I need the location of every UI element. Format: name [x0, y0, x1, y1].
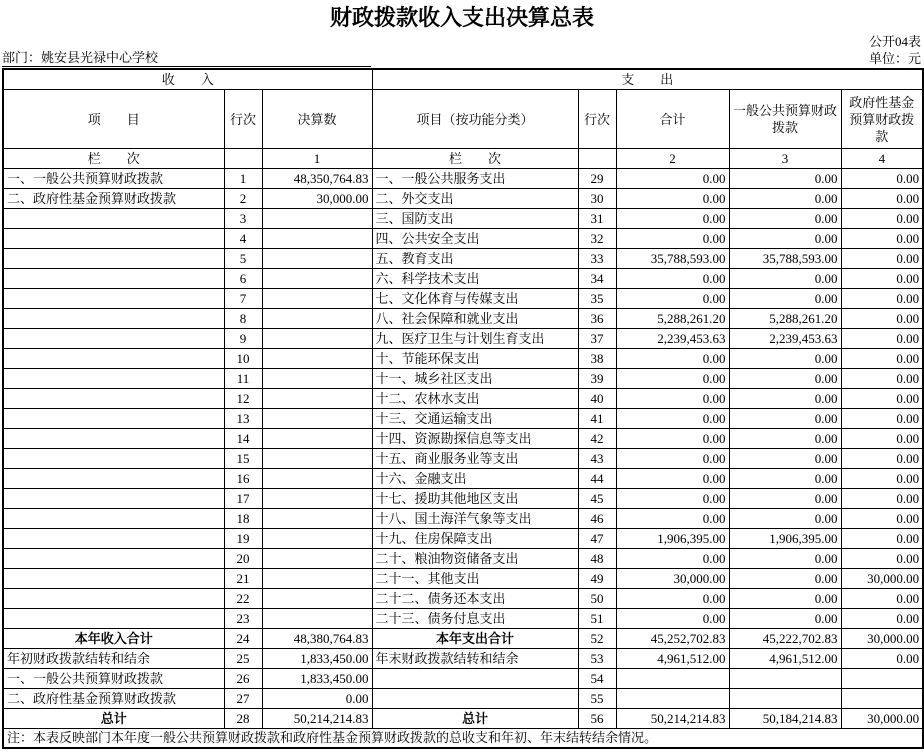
expense-gov-fund-cell: 0.00 [841, 609, 923, 629]
income-amount-cell: 30,000.00 [262, 189, 372, 209]
income-row-number-cell: 23 [224, 609, 262, 629]
expense-item-cell: 九、医疗卫生与计划生育支出 [372, 329, 578, 349]
table-code: 公开04表 [868, 34, 921, 49]
income-row-number-cell: 18 [224, 509, 262, 529]
expense-item-cell: 五、教育支出 [372, 249, 578, 269]
income-amount-cell [262, 609, 372, 629]
income-row-number-cell: 11 [224, 369, 262, 389]
income-row-number-cell: 12 [224, 389, 262, 409]
expense-row-number-cell: 44 [578, 469, 616, 489]
expense-gov-fund-cell: 0.00 [841, 249, 923, 269]
col-header-income-item: 项 目 [3, 90, 224, 149]
income-row-number-cell: 22 [224, 589, 262, 609]
table-row [3, 309, 923, 329]
table-row [3, 369, 923, 389]
expense-general-budget-cell: 0.00 [729, 269, 841, 289]
expense-gov-fund-cell: 0.00 [841, 409, 923, 429]
expense-gov-fund-cell: 0.00 [841, 589, 923, 609]
income-amount-cell [262, 349, 372, 369]
expense-row-number-cell: 31 [578, 209, 616, 229]
expense-gov-fund-cell: 0.00 [841, 269, 923, 289]
income-amount-cell [262, 509, 372, 529]
expense-general-budget-cell: 45,222,702.83 [729, 629, 841, 649]
income-row-number-cell: 7 [224, 289, 262, 309]
col-header-expense-item: 项目（按功能分类） [372, 90, 578, 149]
income-group-header: 收 入 [3, 69, 372, 90]
expense-gov-fund-cell: 0.00 [841, 309, 923, 329]
expense-general-budget-cell: 0.00 [729, 349, 841, 369]
income-row-number-cell: 17 [224, 489, 262, 509]
expense-gov-fund-cell: 30,000.00 [841, 569, 923, 589]
column-header-row [3, 90, 923, 149]
income-item-cell [3, 569, 224, 589]
income-item-cell: 二、政府性基金预算财政拨款 [3, 189, 224, 209]
expense-row-number-cell: 42 [578, 429, 616, 449]
income-item-cell [3, 469, 224, 489]
expense-item-cell [372, 669, 578, 689]
expense-gov-fund-cell: 0.00 [841, 649, 923, 669]
expense-general-budget-cell: 0.00 [729, 569, 841, 589]
income-item-cell [3, 349, 224, 369]
expense-general-budget-cell: 0.00 [729, 169, 841, 189]
expense-item-cell: 十、节能环保支出 [372, 349, 578, 369]
expense-row-number-cell: 34 [578, 269, 616, 289]
expense-gov-fund-cell: 0.00 [841, 469, 923, 489]
table-row [3, 389, 923, 409]
summary-row [3, 669, 923, 689]
col-header-general-budget: 一般公共预算财政拨款 [729, 90, 841, 149]
table-row [3, 549, 923, 569]
income-item-cell [3, 249, 224, 269]
income-amount-cell [262, 469, 372, 489]
expense-total-cell: 0.00 [616, 449, 729, 469]
income-item-cell [3, 609, 224, 629]
expense-item-cell: 十二、农林水支出 [372, 389, 578, 409]
table-row [3, 249, 923, 269]
expense-general-budget-cell: 0.00 [729, 189, 841, 209]
expense-general-budget-cell: 0.00 [729, 589, 841, 609]
expense-total-cell: 0.00 [616, 229, 729, 249]
income-row-number-cell: 25 [224, 649, 262, 669]
income-amount-cell [262, 549, 372, 569]
income-item-cell: 一、一般公共预算财政拨款 [3, 169, 224, 189]
income-item-cell [3, 409, 224, 429]
expense-general-budget-cell: 0.00 [729, 469, 841, 489]
income-amount-cell [262, 329, 372, 349]
income-amount-cell: 1,833,450.00 [262, 669, 372, 689]
expense-item-cell: 八、社会保障和就业支出 [372, 309, 578, 329]
income-row-number-cell: 19 [224, 529, 262, 549]
income-row-number-cell: 4 [224, 229, 262, 249]
expense-item-cell: 一、一般公共服务支出 [372, 169, 578, 189]
expense-item-cell: 十九、住房保障支出 [372, 529, 578, 549]
expense-total-cell: 0.00 [616, 589, 729, 609]
expense-row-number-cell: 38 [578, 349, 616, 369]
expense-gov-fund-cell: 0.00 [841, 229, 923, 249]
income-item-cell [3, 429, 224, 449]
expense-row-number-cell: 47 [578, 529, 616, 549]
income-row-number-cell: 13 [224, 409, 262, 429]
income-row-number-cell: 10 [224, 349, 262, 369]
table-row [3, 429, 923, 449]
table-row [3, 509, 923, 529]
col-index-blank-left [224, 149, 262, 169]
table-row [3, 529, 923, 549]
col-header-row-no-right: 行次 [578, 90, 616, 149]
summary-row [3, 709, 923, 729]
income-row-number-cell: 28 [224, 709, 262, 729]
expense-row-number-cell: 54 [578, 669, 616, 689]
income-item-cell [3, 589, 224, 609]
expense-total-cell: 0.00 [616, 609, 729, 629]
col-header-final-amount: 决算数 [262, 90, 372, 149]
expense-row-number-cell: 50 [578, 589, 616, 609]
table-row [3, 589, 923, 609]
income-amount-cell [262, 369, 372, 389]
expense-item-cell: 年末财政拨款结转和结余 [372, 649, 578, 669]
table-row [3, 229, 923, 249]
income-item-cell: 总计 [3, 709, 224, 729]
expense-gov-fund-cell: 0.00 [841, 429, 923, 449]
expense-row-number-cell: 56 [578, 709, 616, 729]
expense-total-cell: 4,961,512.00 [616, 649, 729, 669]
expense-row-number-cell: 39 [578, 369, 616, 389]
expense-row-number-cell: 36 [578, 309, 616, 329]
expense-total-cell: 1,906,395.00 [616, 529, 729, 549]
expense-general-budget-cell: 0.00 [729, 209, 841, 229]
income-item-cell [3, 369, 224, 389]
expense-total-cell: 0.00 [616, 209, 729, 229]
expense-total-cell: 0.00 [616, 549, 729, 569]
expense-total-cell [616, 689, 729, 709]
expense-gov-fund-cell: 0.00 [841, 329, 923, 349]
expense-total-cell: 0.00 [616, 349, 729, 369]
table-row [3, 469, 923, 489]
expense-item-cell: 十三、交通运输支出 [372, 409, 578, 429]
income-item-cell [3, 509, 224, 529]
income-amount-cell [262, 449, 372, 469]
expense-item-cell: 二十三、债务付息支出 [372, 609, 578, 629]
income-row-number-cell: 9 [224, 329, 262, 349]
expense-gov-fund-cell: 30,000.00 [841, 709, 923, 729]
expense-general-budget-cell: 0.00 [729, 509, 841, 529]
expense-general-budget-cell: 0.00 [729, 549, 841, 569]
expense-row-number-cell: 49 [578, 569, 616, 589]
income-amount-cell [262, 569, 372, 589]
expense-total-cell: 0.00 [616, 509, 729, 529]
expense-total-cell: 35,788,593.00 [616, 249, 729, 269]
expense-general-budget-cell: 0.00 [729, 389, 841, 409]
col-index-1: 1 [262, 149, 372, 169]
col-header-total: 合计 [616, 90, 729, 149]
table-note: 注：本表反映部门本年度一般公共预算财政拨款和政府性基金预算财政拨款的总收支和年初、年末结转结余情况。 [3, 729, 923, 749]
column-index-row [3, 149, 923, 169]
income-item-cell [3, 229, 224, 249]
expense-general-budget-cell: 0.00 [729, 429, 841, 449]
income-row-number-cell: 5 [224, 249, 262, 269]
department-label: 部门：姚安县光禄中心学校 [2, 49, 371, 67]
income-amount-cell [262, 209, 372, 229]
expense-row-number-cell: 48 [578, 549, 616, 569]
expense-item-cell: 三、国防支出 [372, 209, 578, 229]
expense-total-cell: 0.00 [616, 389, 729, 409]
expense-general-budget-cell: 0.00 [729, 289, 841, 309]
expense-total-cell: 0.00 [616, 469, 729, 489]
expense-row-number-cell: 46 [578, 509, 616, 529]
expense-item-cell: 本年支出合计 [372, 629, 578, 649]
expense-item-cell: 七、文化体育与传媒支出 [372, 289, 578, 309]
expense-row-number-cell: 55 [578, 689, 616, 709]
expense-gov-fund-cell [841, 689, 923, 709]
expense-row-number-cell: 30 [578, 189, 616, 209]
expense-total-cell: 5,288,261.20 [616, 309, 729, 329]
expense-general-budget-cell: 0.00 [729, 609, 841, 629]
income-amount-cell: 48,380,764.83 [262, 629, 372, 649]
expense-item-cell: 十四、资源勘探信息等支出 [372, 429, 578, 449]
expense-general-budget-cell [729, 669, 841, 689]
expense-item-cell: 十八、国土海洋气象等支出 [372, 509, 578, 529]
summary-row [3, 689, 923, 709]
page [0, 4, 924, 756]
income-amount-cell [262, 489, 372, 509]
meta-row [0, 49, 924, 67]
expense-item-cell: 二十一、其他支出 [372, 569, 578, 589]
table-row [3, 169, 923, 189]
expense-item-cell: 十七、援助其他地区支出 [372, 489, 578, 509]
expense-total-cell: 0.00 [616, 169, 729, 189]
income-item-cell [3, 209, 224, 229]
income-item-cell: 一、一般公共预算财政拨款 [3, 669, 224, 689]
table-row [3, 349, 923, 369]
expense-general-budget-cell [729, 689, 841, 709]
income-item-cell [3, 489, 224, 509]
expense-general-budget-cell: 0.00 [729, 489, 841, 509]
col-index-blank-right [578, 149, 616, 169]
summary-row [3, 649, 923, 669]
expense-general-budget-cell: 0.00 [729, 449, 841, 469]
expense-total-cell: 0.00 [616, 489, 729, 509]
expense-item-cell: 十五、商业服务业等支出 [372, 449, 578, 469]
expense-total-cell: 0.00 [616, 429, 729, 449]
expense-general-budget-cell: 1,906,395.00 [729, 529, 841, 549]
income-row-number-cell: 6 [224, 269, 262, 289]
expense-item-cell: 十一、城乡社区支出 [372, 369, 578, 389]
expense-item-cell [372, 689, 578, 709]
table-row [3, 409, 923, 429]
income-row-number-cell: 1 [224, 169, 262, 189]
income-amount-cell [262, 409, 372, 429]
table-row [3, 289, 923, 309]
income-amount-cell [262, 389, 372, 409]
income-amount-cell: 50,214,214.83 [262, 709, 372, 729]
expense-general-budget-cell: 2,239,453.63 [729, 329, 841, 349]
expense-gov-fund-cell: 0.00 [841, 289, 923, 309]
expense-row-number-cell: 51 [578, 609, 616, 629]
expense-total-cell: 50,214,214.83 [616, 709, 729, 729]
expense-row-number-cell: 52 [578, 629, 616, 649]
table-row [3, 489, 923, 509]
expense-total-cell: 0.00 [616, 289, 729, 309]
expense-item-cell: 六、科学技术支出 [372, 269, 578, 289]
income-item-cell: 年初财政拨款结转和结余 [3, 649, 224, 669]
income-amount-cell [262, 589, 372, 609]
table-row [3, 269, 923, 289]
summary-row [3, 629, 923, 649]
expense-group-header: 支 出 [372, 69, 923, 90]
expense-total-cell: 2,239,453.63 [616, 329, 729, 349]
expense-gov-fund-cell: 0.00 [841, 489, 923, 509]
income-row-number-cell: 26 [224, 669, 262, 689]
col-index-3: 3 [729, 149, 841, 169]
expense-gov-fund-cell: 0.00 [841, 509, 923, 529]
table-row [3, 189, 923, 209]
income-item-cell: 二、政府性基金预算财政拨款 [3, 689, 224, 709]
expense-gov-fund-cell [841, 669, 923, 689]
expense-gov-fund-cell: 0.00 [841, 349, 923, 369]
unit-label: 单位：元 [868, 51, 921, 66]
income-amount-cell: 1,833,450.00 [262, 649, 372, 669]
income-amount-cell [262, 309, 372, 329]
group-header-row [3, 69, 923, 90]
expense-row-number-cell: 29 [578, 169, 616, 189]
expense-row-number-cell: 32 [578, 229, 616, 249]
income-amount-cell [262, 249, 372, 269]
table-row [3, 609, 923, 629]
income-row-number-cell: 21 [224, 569, 262, 589]
expense-row-number-cell: 40 [578, 389, 616, 409]
expense-total-cell [616, 669, 729, 689]
expense-total-cell: 0.00 [616, 189, 729, 209]
expense-gov-fund-cell: 30,000.00 [841, 629, 923, 649]
col-index-4: 4 [841, 149, 923, 169]
expense-row-number-cell: 33 [578, 249, 616, 269]
income-row-number-cell: 15 [224, 449, 262, 469]
expense-item-cell: 四、公共安全支出 [372, 229, 578, 249]
expense-gov-fund-cell: 0.00 [841, 449, 923, 469]
income-row-number-cell: 8 [224, 309, 262, 329]
income-amount-cell: 48,350,764.83 [262, 169, 372, 189]
expense-row-number-cell: 43 [578, 449, 616, 469]
income-item-cell [3, 309, 224, 329]
table-row [3, 329, 923, 349]
income-amount-cell [262, 229, 372, 249]
income-row-number-cell: 2 [224, 189, 262, 209]
expense-general-budget-cell: 4,961,512.00 [729, 649, 841, 669]
expense-gov-fund-cell: 0.00 [841, 189, 923, 209]
income-item-cell [3, 549, 224, 569]
expense-total-cell: 45,252,702.83 [616, 629, 729, 649]
income-amount-cell: 0.00 [262, 689, 372, 709]
income-amount-cell [262, 429, 372, 449]
expense-item-cell: 二十、粮油物资储备支出 [372, 549, 578, 569]
expense-row-number-cell: 53 [578, 649, 616, 669]
expense-row-number-cell: 35 [578, 289, 616, 309]
income-row-number-cell: 27 [224, 689, 262, 709]
income-row-number-cell: 20 [224, 549, 262, 569]
col-index-label-left: 栏 次 [3, 149, 224, 169]
expense-gov-fund-cell: 0.00 [841, 369, 923, 389]
col-header-row-no-left: 行次 [224, 90, 262, 149]
expense-total-cell: 0.00 [616, 409, 729, 429]
expense-total-cell: 0.00 [616, 369, 729, 389]
income-item-cell [3, 389, 224, 409]
income-item-cell [3, 289, 224, 309]
expense-gov-fund-cell: 0.00 [841, 389, 923, 409]
expense-general-budget-cell: 0.00 [729, 369, 841, 389]
income-row-number-cell: 3 [224, 209, 262, 229]
fiscal-appropriation-table [2, 68, 924, 749]
income-item-cell: 本年收入合计 [3, 629, 224, 649]
expense-total-cell: 30,000.00 [616, 569, 729, 589]
income-amount-cell [262, 289, 372, 309]
table-row [3, 569, 923, 589]
table-row [3, 449, 923, 469]
income-row-number-cell: 24 [224, 629, 262, 649]
col-index-label-right: 栏 次 [372, 149, 578, 169]
col-index-2: 2 [616, 149, 729, 169]
expense-row-number-cell: 41 [578, 409, 616, 429]
expense-general-budget-cell: 0.00 [729, 409, 841, 429]
table-row [3, 209, 923, 229]
table-note-row [3, 729, 923, 749]
income-item-cell [3, 449, 224, 469]
expense-row-number-cell: 37 [578, 329, 616, 349]
expense-item-cell: 二十二、债务还本支出 [372, 589, 578, 609]
page-title: 财政拨款收入支出决算总表 [329, 5, 594, 30]
expense-total-cell: 0.00 [616, 269, 729, 289]
expense-item-cell: 十六、金融支出 [372, 469, 578, 489]
income-row-number-cell: 14 [224, 429, 262, 449]
expense-item-cell: 二、外交支出 [372, 189, 578, 209]
expense-item-cell: 总计 [372, 709, 578, 729]
expense-general-budget-cell: 0.00 [729, 229, 841, 249]
income-amount-cell [262, 529, 372, 549]
income-row-number-cell: 16 [224, 469, 262, 489]
income-item-cell [3, 269, 224, 289]
expense-general-budget-cell: 50,184,214.83 [729, 709, 841, 729]
expense-gov-fund-cell: 0.00 [841, 549, 923, 569]
income-amount-cell [262, 269, 372, 289]
expense-gov-fund-cell: 0.00 [841, 529, 923, 549]
expense-gov-fund-cell: 0.00 [841, 169, 923, 189]
col-header-gov-fund: 政府性基金预算财政拨款 [841, 90, 923, 149]
expense-general-budget-cell: 5,288,261.20 [729, 309, 841, 329]
income-item-cell [3, 529, 224, 549]
expense-gov-fund-cell: 0.00 [841, 209, 923, 229]
expense-row-number-cell: 45 [578, 489, 616, 509]
expense-general-budget-cell: 35,788,593.00 [729, 249, 841, 269]
income-item-cell [3, 329, 224, 349]
